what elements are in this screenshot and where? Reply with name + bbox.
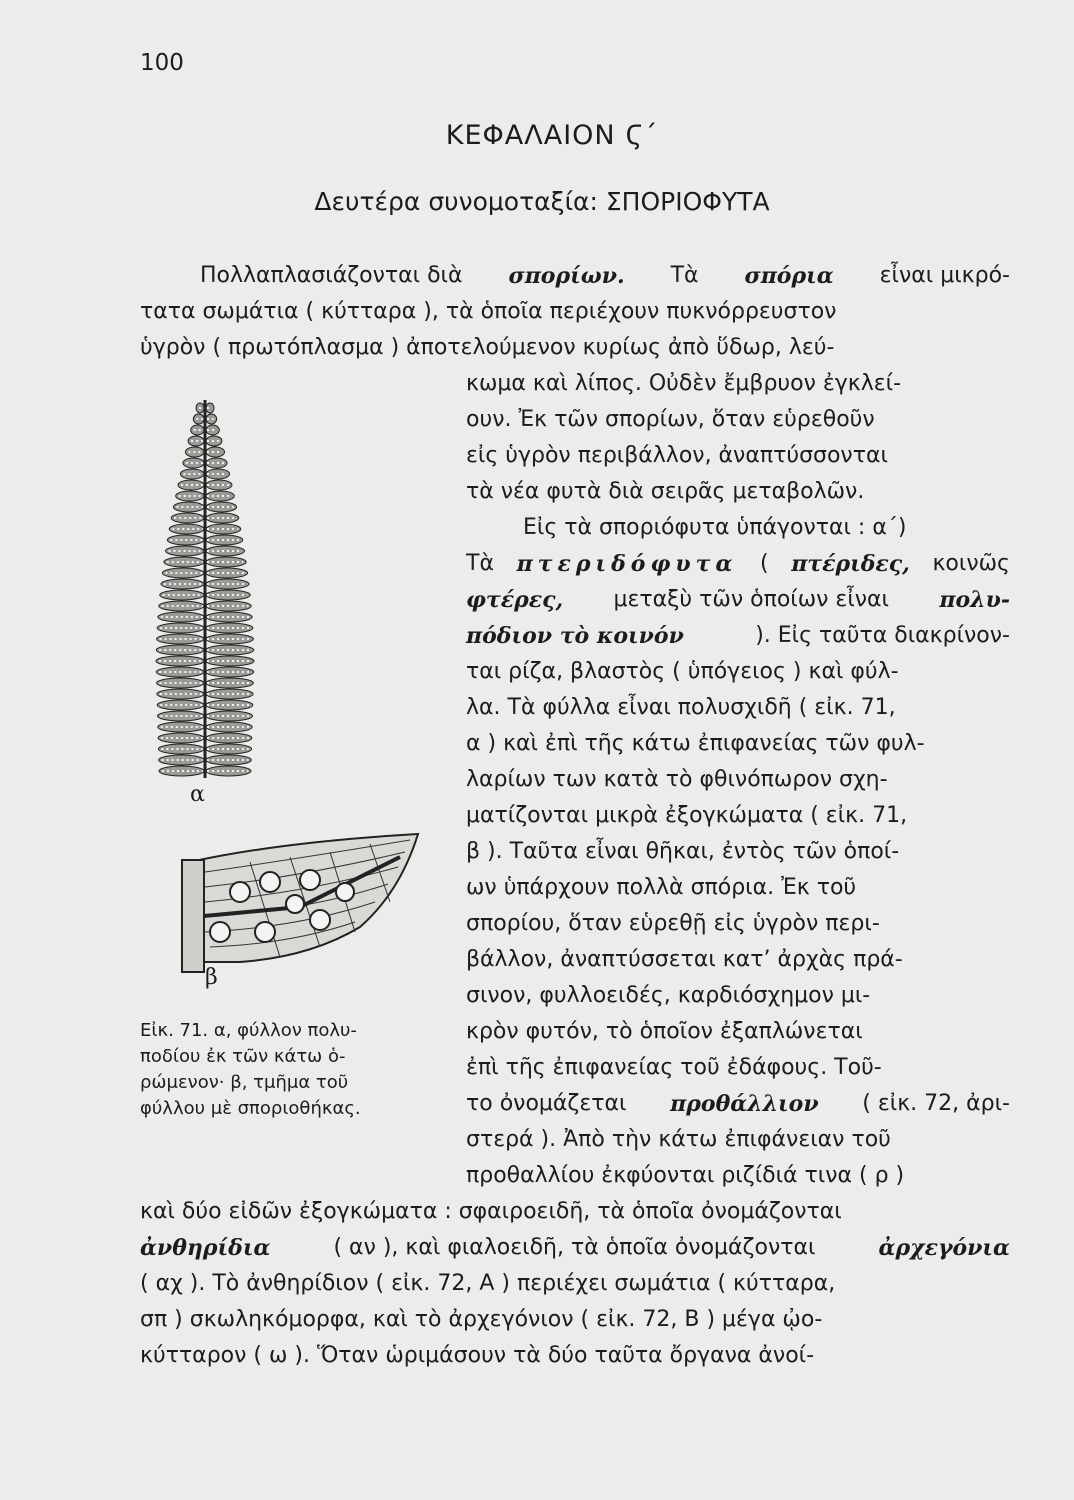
text-span: κύτταρον ( ω ). Ὅταν ὡριμάσουν τὰ δύο ταῦτα ὄργανα ἀνοί- xyxy=(140,1343,815,1368)
text-span: Τὰ xyxy=(670,263,699,288)
text-span: ται ρίζα, βλαστὸς ( ὑπόγειος ) καὶ φύλ- xyxy=(466,659,899,684)
text-span: Πολλαπλασιάζονται διὰ xyxy=(200,263,463,288)
text-line xyxy=(466,478,1010,506)
text-line xyxy=(466,802,1010,830)
emphasis-term: πτέριδες, xyxy=(791,551,910,577)
text-line xyxy=(466,586,1010,614)
text-line xyxy=(466,622,1010,650)
text-line xyxy=(140,1342,1010,1370)
text-line xyxy=(200,262,1010,290)
text-span: στερά ). Ἀπὸ τὴν κάτω ἐπιφάνειαν τοῦ xyxy=(466,1127,891,1152)
text-span: ουν. Ἐκ τῶν σπορίων, ὅταν εὑρεθοῦν xyxy=(466,407,875,432)
text-span: λαρίων των κατὰ τὸ φθινόπωρον σχη- xyxy=(466,767,888,792)
text-line xyxy=(140,334,1010,362)
leaflet-sporangia-illustration xyxy=(160,832,420,974)
text-line xyxy=(466,406,1010,434)
text-line xyxy=(466,766,1010,794)
text-span: σινον, φυλλοειδές, καρδιόσχημον μι- xyxy=(466,983,871,1008)
text-line xyxy=(140,1234,1010,1262)
text-span: βάλλον, ἀναπτύσσεται κατ’ ἀρχὰς πρά- xyxy=(466,947,903,972)
emphasis-term: πτεριδόφυτα xyxy=(516,551,738,577)
text-span: Τὰ xyxy=(466,551,494,576)
text-span: κοινῶς xyxy=(932,551,1010,576)
text-line xyxy=(466,1126,1010,1154)
text-line xyxy=(466,838,1010,866)
text-line xyxy=(466,442,1010,470)
emphasis-term: σπορίων. xyxy=(508,263,625,289)
text-line xyxy=(140,298,1010,326)
text-span: ων ὑπάρχουν πολλὰ σπόρια. Ἐκ τοῦ xyxy=(466,875,857,900)
text-span: ἐπὶ τῆς ἐπιφανείας τοῦ ἐδάφους. Τοῦ- xyxy=(466,1055,882,1080)
text-line xyxy=(466,658,1010,686)
emphasis-term: ἀνθηρίδια xyxy=(140,1235,271,1261)
emphasis-term: πολυ- xyxy=(939,587,1010,613)
text-span: κρὸν φυτόν, τὸ ὁποῖον ἐξαπλώνεται xyxy=(466,1019,863,1044)
text-span: ( αν ), καὶ φιαλοειδῆ, τὰ ὁποῖα ὀνομάζονται xyxy=(333,1235,816,1260)
text-line xyxy=(140,1270,1010,1298)
text-span: Εἰς τὰ σποριόφυτα ὑπάγονται : α΄) xyxy=(523,515,907,540)
text-line xyxy=(466,730,1010,758)
text-span: ). Εἰς ταῦτα διακρίνον- xyxy=(755,623,1010,648)
text-span: ( εἰκ. 72, ἀρι- xyxy=(862,1091,1010,1116)
text-line xyxy=(466,1018,1010,1046)
fern-frond-illustration xyxy=(150,398,260,780)
caption-line: ποδίου ἐκ τῶν κάτω ὁ- xyxy=(140,1046,346,1067)
page-number: 100 xyxy=(140,50,184,76)
figure-label-b: β xyxy=(205,965,218,990)
figure-label-a: α xyxy=(190,782,205,807)
text-span: τατα σωμάτια ( κύτταρα ), τὰ ὁποῖα περιέχουν πυκνόρρευστον xyxy=(140,299,837,324)
text-line xyxy=(466,1054,1010,1082)
text-line xyxy=(466,370,1010,398)
caption-line: Εἰκ. 71. α, φύλλον πολυ- xyxy=(140,1020,357,1041)
text-span: εἶναι μικρό- xyxy=(879,263,1010,288)
chapter-title: ΚΕΦΑΛΑΙΟΝ Ϛ΄ xyxy=(445,120,659,151)
text-line xyxy=(466,1162,1010,1190)
text-span: ματίζονται μικρὰ ἐξογκώματα ( εἰκ. 71, xyxy=(466,803,908,828)
chapter-subtitle: Δευτέρα συνομοταξία: ΣΠΟΡΙΟΦΥΤΑ xyxy=(314,187,770,216)
text-line xyxy=(140,1198,1010,1226)
text-span: το ὀνομάζεται xyxy=(466,1091,627,1116)
emphasis-term: προθάλλιον xyxy=(670,1091,819,1117)
text-line xyxy=(523,514,1010,542)
text-span: κωμα καὶ λίπος. Οὐδὲν ἔμβρυον ἐγκλεί- xyxy=(466,371,902,396)
text-span: α ) καὶ ἐπὶ τῆς κάτω ἐπιφανείας τῶν φυλ- xyxy=(466,731,925,756)
text-line xyxy=(140,1306,1010,1334)
text-line xyxy=(466,982,1010,1010)
text-line xyxy=(466,910,1010,938)
figure-caption xyxy=(140,1018,440,1122)
text-line xyxy=(466,1090,1010,1118)
text-span: β ). Ταῦτα εἶναι θῆκαι, ἐντὸς τῶν ὁποί- xyxy=(466,839,900,864)
text-span: λα. Τὰ φύλλα εἶναι πολυσχιδῆ ( εἰκ. 71, xyxy=(466,695,896,720)
emphasis-term: σπόρια xyxy=(744,263,834,289)
text-span: προθαλλίου ἐκφύονται ριζίδιά τινα ( ρ ) xyxy=(466,1163,905,1188)
text-span: ( αχ ). Τὸ ἀνθηρίδιον ( εἰκ. 72, Α ) περιέχει σωμάτια ( κύτταρα, xyxy=(140,1271,836,1296)
caption-line: φύλλου μὲ σποριοθήκας. xyxy=(140,1098,361,1119)
text-line xyxy=(466,874,1010,902)
caption-line: ρώμενον· β, τμῆμα τοῦ xyxy=(140,1072,349,1093)
text-span: τὰ νέα φυτὰ διὰ σειρᾶς μεταβολῶν. xyxy=(466,479,865,504)
text-span: μεταξὺ τῶν ὁποίων εἶναι xyxy=(613,587,889,612)
emphasis-term: φτέρες, xyxy=(466,587,564,613)
text-span: σπορίου, ὅταν εὑρεθῇ εἰς ὑγρὸν περι- xyxy=(466,911,880,936)
text-span: ( xyxy=(759,551,769,576)
emphasis-term: πόδιον τὸ κοινόν xyxy=(466,623,684,649)
text-span: εἰς ὑγρὸν περιβάλλον, ἀναπτύσσονται xyxy=(466,443,888,468)
text-span: καὶ δύο εἰδῶν ἐξογκώματα : σφαιροειδῆ, τὰ ὁποῖα ὀνομάζονται xyxy=(140,1199,842,1224)
text-line xyxy=(466,550,1010,578)
text-line xyxy=(466,946,1010,974)
emphasis-term: ἀρχεγόνια xyxy=(878,1235,1010,1261)
text-line xyxy=(466,694,1010,722)
text-span: ὑγρὸν ( πρωτόπλασμα ) ἀποτελούμενον κυρίως ἀπὸ ὕδωρ, λεύ- xyxy=(140,335,835,360)
text-span: σπ ) σκωληκόμορφα, καὶ τὸ ἀρχεγόνιον ( εἰκ. 72, Β ) μέγα ᾠο- xyxy=(140,1307,823,1332)
